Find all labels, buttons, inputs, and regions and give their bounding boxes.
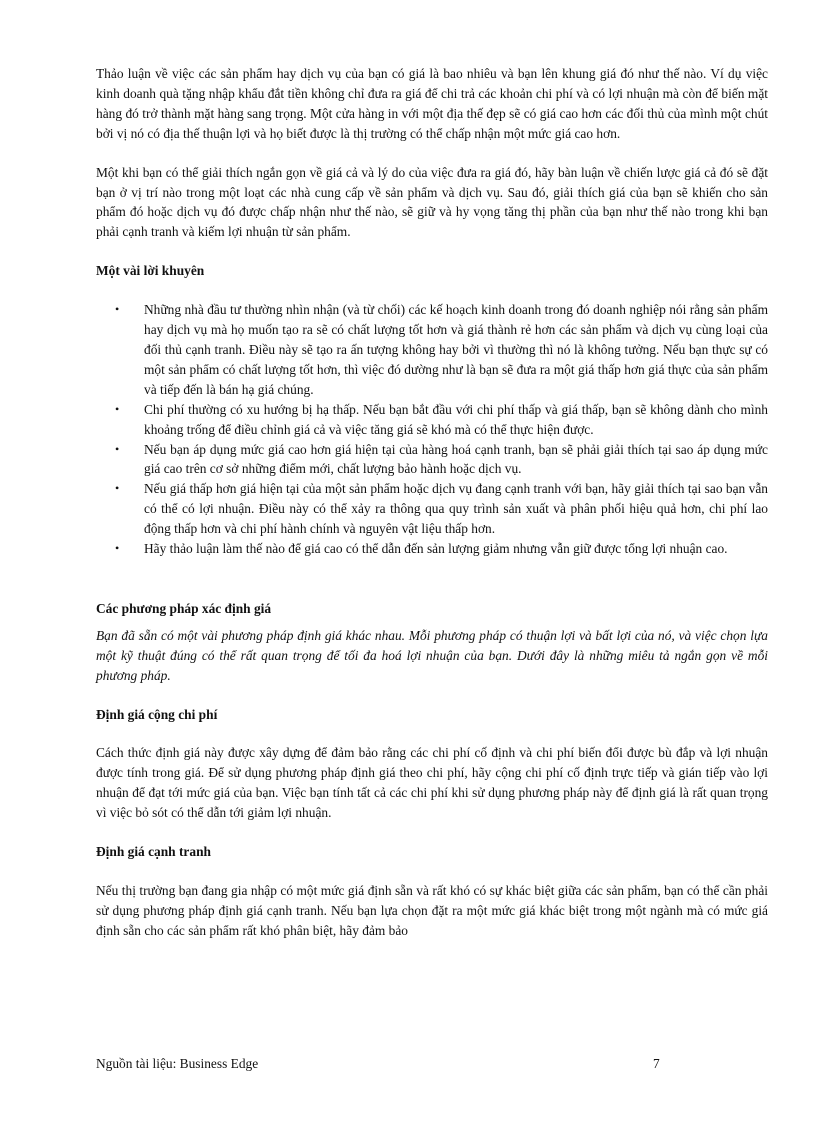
heading-cost-plus: Định giá cộng chi phí <box>96 706 218 722</box>
bullet-icon: • <box>115 541 120 556</box>
list-item: • Nếu giá thấp hơn giá hiện tại của một sản phẩm hoặc dịch vụ đang cạnh tranh với bạn, hãy giải thích tại sao bạn vẫn có thể có lợi nhuận. Điều này có thể xảy ra thông qua quy trình sản xuất và phân phối hiệu quả hơn, chi phí lao động thấp hơn và chi phí hành chính và nguyên vật liệu thấp hơn. <box>115 481 768 537</box>
bullet-icon: • <box>115 401 120 416</box>
heading-pricing-methods: Các phương pháp xác định giá <box>96 600 272 616</box>
list-item: • Nếu bạn áp dụng mức giá cao hơn giá hiện tại của hàng hoá cạnh tranh, bạn sẽ phải giải thích tại sao áp dụng mức giá cao trên cơ sở những điểm mới, chất lượng bảo hành hoặc dịch vụ. <box>115 441 768 477</box>
paragraph-cost-plus: Cách thức định giá này được xây dựng để đảm bảo rằng các chi phí cố định và chi phí biến đổi được bù đắp và lợi nhuận được tính trong giá. Để sử dụng phương pháp định giá theo chi phí, hãy cộng chi phí cố định trực tiếp và gián tiếp vào lợi nhuận để đạt tới mức giá của bạn. Việc bạn tính tất cả các chi phí khi sử dụng phương pháp này để định giá là rất quan trọng vì việc bỏ sót có thể dẫn tới giảm lợi nhuận. <box>96 745 768 821</box>
bullet-icon: • <box>115 441 120 456</box>
paragraph-pricing-discussion: Thảo luận về việc các sản phẩm hay dịch vụ của bạn có giá là bao nhiêu và bạn lên khung giá đó như thế nào. Ví dụ việc kinh doanh quà tặng nhập khẩu đắt tiền không chỉ đưa ra giá để chi trả các khoản chi phí và có lợi nhuận mà còn để biến mặt hàng đó trở thành mặt hàng sang trọng. Một cửa hàng in với một địa thế đẹp sẽ có giá cao hơn các đối thủ của mình một chút bởi vị nó có địa thế thuận lợi và họ biết được là thị trường có thể chấp nhận một mức giá cao hơn. <box>96 66 768 141</box>
paragraph-methods-intro: Bạn đã sẵn có một vài phương pháp định giá khác nhau. Mỗi phương pháp có thuận lợi và bất lợi của nó, và việc chọn lựa một kỹ thuật đúng có thể rất quan trọng để tối đa hoá lợi nhuận của bạn. Dưới đây là những miêu tả ngắn gọn về mỗi phương pháp. <box>96 627 768 683</box>
list-item: • Chi phí thường có xu hướng bị hạ thấp. Nếu bạn bắt đầu với chi phí thấp và giá thấp, bạn sẽ không dành cho mình khoảng trống để điều chỉnh giá cả và việc tăng giá sẽ khó mà có thể thực hiện được. <box>115 401 768 437</box>
bullet-icon: • <box>115 481 120 496</box>
heading-competitive: Định giá cạnh tranh <box>96 844 211 860</box>
page-number: 7 <box>653 1056 660 1071</box>
document-page <box>96 64 768 941</box>
paragraph-pricing-strategy: Một khi bạn có thể giải thích ngắn gọn về giá cả và lý do của việc đưa ra giá đó, hãy bàn luận về chiến lược giá cả đó sẽ đặt bạn ở vị trí nào trong một loạt các nhà cung cấp về sản phẩm và dịch vụ. Sau đó, giải thích giá của bạn sẽ khiến cho sản phẩm đó hoặc dịch vụ đó được chấp nhận như thế nào, sẽ giữ và hy vọng tăng thị phần của bạn như thế nào trong khi bạn phải cạnh tranh và kiếm lợi nhuận từ sản phẩm. <box>96 164 768 240</box>
list-item: • Hãy thảo luận làm thế nào để giá cao có thể dẫn đến sản lượng giảm nhưng vẫn giữ được tổng lợi nhuận cao. <box>96 539 768 559</box>
bullet-icon: • <box>115 302 120 317</box>
heading-tips: Một vài lời khuyên <box>96 263 205 279</box>
footer-source: Nguồn tài liệu: Business Edge <box>96 1056 259 1071</box>
paragraph-competitive: Nếu thị trường bạn đang gia nhập có một mức giá định sẵn và rất khó có sự khác biệt giữa các sản phẩm, bạn có thể cần phải sử dụng phương pháp định giá cạnh tranh. Nếu bạn lựa chọn đặt ra một mức giá khác biệt trong một ngành mà có mức giá định sẵn cho các sản phẩm rất khó phân biệt, hãy đảm bảo <box>96 883 768 938</box>
tips-list <box>96 300 768 559</box>
list-item: • Những nhà đầu tư thường nhìn nhận (và từ chối) các kế hoạch kinh doanh trong đó doanh nghiệp nói rằng sản phẩm hay dịch vụ mà họ muốn tạo ra sẽ có chất lượng tốt hơn và giá thành rẻ hơn các sản phẩm và dịch vụ cùng loại của đối thủ cạnh tranh. Điều này sẽ tạo ra ấn tượng không hay bởi vì thường thì nó là không tưởng. Nếu bạn thực sự có một sản phẩm có chất lượng tốt hơn, thì việc đó dường như là bạn sẽ đưa ra một giá thấp hơn giá thực của sản phẩm và tiếp đến là bán hạ giá chúng. <box>115 302 768 397</box>
